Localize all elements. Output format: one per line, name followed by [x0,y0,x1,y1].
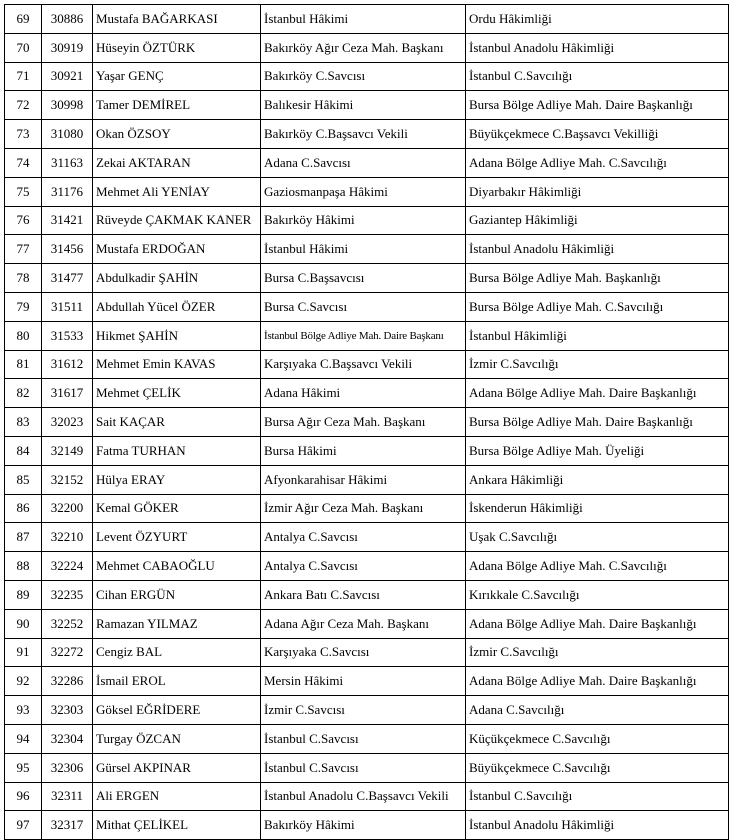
current-position-cell: İstanbul Anadolu C.Başsavcı Vekili [261,782,466,811]
registry-number-cell: 31176 [42,177,93,206]
name-cell: Fatma TURHAN [93,436,261,465]
table-row [5,436,729,465]
row-number-cell: 91 [5,638,42,667]
registry-number-cell: 32210 [42,523,93,552]
name-cell: Gürsel AKPINAR [93,753,261,782]
registry-number-cell: 32286 [42,667,93,696]
name-cell: Cihan ERGÜN [93,580,261,609]
name-cell: Hülya ERAY [93,465,261,494]
table-row [5,667,729,696]
name-cell: Okan ÖZSOY [93,120,261,149]
table-row [5,494,729,523]
name-cell: Mehmet ÇELİK [93,379,261,408]
current-position-cell: Antalya C.Savcısı [261,552,466,581]
table-row [5,408,729,437]
table-row [5,5,729,34]
table-row [5,292,729,321]
current-position-cell: Adana Ağır Ceza Mah. Başkanı [261,609,466,638]
name-cell: Mustafa BAĞARKASI [93,5,261,34]
current-position-cell: İstanbul Hâkimi [261,235,466,264]
new-position-cell: İstanbul C.Savcılığı [466,62,729,91]
table-row [5,235,729,264]
new-position-cell: Uşak C.Savcılığı [466,523,729,552]
new-position-cell: Bursa Bölge Adliye Mah. Başkanlığı [466,264,729,293]
registry-number-cell: 32306 [42,753,93,782]
name-cell: Mehmet Emin KAVAS [93,350,261,379]
table-row [5,523,729,552]
table-row [5,552,729,581]
registry-number-cell: 31617 [42,379,93,408]
registry-number-cell: 31511 [42,292,93,321]
registry-number-cell: 31163 [42,148,93,177]
new-position-cell: Adana Bölge Adliye Mah. C.Savcılığı [466,148,729,177]
row-number-cell: 88 [5,552,42,581]
current-position-cell: Balıkesir Hâkimi [261,91,466,120]
name-cell: Mithat ÇELİKEL [93,811,261,840]
row-number-cell: 82 [5,379,42,408]
name-cell: Göksel EĞRİDERE [93,696,261,725]
table-row [5,120,729,149]
table-row [5,62,729,91]
table-row [5,206,729,235]
table-row [5,33,729,62]
registry-number-cell: 32023 [42,408,93,437]
name-cell: Ramazan YILMAZ [93,609,261,638]
row-number-cell: 74 [5,148,42,177]
new-position-cell: İstanbul Anadolu Hâkimliği [466,235,729,264]
row-number-cell: 73 [5,120,42,149]
row-number-cell: 97 [5,811,42,840]
row-number-cell: 69 [5,5,42,34]
name-cell: İsmail EROL [93,667,261,696]
new-position-cell: Bursa Bölge Adliye Mah. Daire Başkanlığı [466,408,729,437]
row-number-cell: 94 [5,724,42,753]
registry-number-cell: 31080 [42,120,93,149]
current-position-cell: Mersin Hâkimi [261,667,466,696]
new-position-cell: Bursa Bölge Adliye Mah. C.Savcılığı [466,292,729,321]
current-position-cell: Gaziosmanpaşa Hâkimi [261,177,466,206]
current-position-cell: Bakırköy Hâkimi [261,811,466,840]
row-number-cell: 70 [5,33,42,62]
registry-number-cell: 32149 [42,436,93,465]
name-cell: Turgay ÖZCAN [93,724,261,753]
registry-number-cell: 32272 [42,638,93,667]
name-cell: Abdullah Yücel ÖZER [93,292,261,321]
registry-number-cell: 30921 [42,62,93,91]
row-number-cell: 92 [5,667,42,696]
row-number-cell: 75 [5,177,42,206]
current-position-cell: Adana Hâkimi [261,379,466,408]
table-row [5,321,729,350]
new-position-cell: Ordu Hâkimliği [466,5,729,34]
new-position-cell: Adana Bölge Adliye Mah. Daire Başkanlığı [466,379,729,408]
current-position-cell: Bursa C.Savcısı [261,292,466,321]
new-position-cell: Ankara Hâkimliği [466,465,729,494]
table-row [5,177,729,206]
row-number-cell: 84 [5,436,42,465]
row-number-cell: 77 [5,235,42,264]
current-position-cell: İstanbul Bölge Adliye Mah. Daire Başkanı [261,321,466,350]
current-position-cell: Bakırköy Ağır Ceza Mah. Başkanı [261,33,466,62]
table-row [5,724,729,753]
row-number-cell: 81 [5,350,42,379]
registry-number-cell: 32252 [42,609,93,638]
table-row [5,379,729,408]
current-position-cell: Bakırköy C.Savcısı [261,62,466,91]
new-position-cell: İskenderun Hâkimliği [466,494,729,523]
current-position-cell: Antalya C.Savcısı [261,523,466,552]
current-position-cell: İstanbul Hâkimi [261,5,466,34]
new-position-cell: İstanbul Anadolu Hâkimliği [466,811,729,840]
registry-number-cell: 31477 [42,264,93,293]
new-position-cell: Bursa Bölge Adliye Mah. Daire Başkanlığı [466,91,729,120]
table-row [5,148,729,177]
row-number-cell: 76 [5,206,42,235]
name-cell: Hikmet ŞAHİN [93,321,261,350]
registry-number-cell: 30886 [42,5,93,34]
current-position-cell: İzmir C.Savcısı [261,696,466,725]
name-cell: Tamer DEMİREL [93,91,261,120]
new-position-cell: İzmir C.Savcılığı [466,638,729,667]
current-position-cell: Ankara Batı C.Savcısı [261,580,466,609]
current-position-cell: İzmir Ağır Ceza Mah. Başkanı [261,494,466,523]
registry-number-cell: 31421 [42,206,93,235]
new-position-cell: Küçükçekmece C.Savcılığı [466,724,729,753]
row-number-cell: 71 [5,62,42,91]
registry-number-cell: 30998 [42,91,93,120]
row-number-cell: 86 [5,494,42,523]
row-number-cell: 89 [5,580,42,609]
registry-number-cell: 31612 [42,350,93,379]
registry-number-cell: 31533 [42,321,93,350]
row-number-cell: 83 [5,408,42,437]
name-cell: Mustafa ERDOĞAN [93,235,261,264]
new-position-cell: Adana Bölge Adliye Mah. C.Savcılığı [466,552,729,581]
registry-number-cell: 32303 [42,696,93,725]
table-row [5,638,729,667]
current-position-cell: Karşıyaka C.Başsavcı Vekili [261,350,466,379]
name-cell: Mehmet Ali YENİAY [93,177,261,206]
row-number-cell: 78 [5,264,42,293]
name-cell: Yaşar GENÇ [93,62,261,91]
appointments-table [4,4,729,840]
table-row [5,753,729,782]
current-position-cell: Bursa Ağır Ceza Mah. Başkanı [261,408,466,437]
registry-number-cell: 32235 [42,580,93,609]
name-cell: Zekai AKTARAN [93,148,261,177]
name-cell: Abdulkadir ŞAHİN [93,264,261,293]
new-position-cell: İstanbul Hâkimliği [466,321,729,350]
registry-number-cell: 30919 [42,33,93,62]
row-number-cell: 95 [5,753,42,782]
new-position-cell: İzmir C.Savcılığı [466,350,729,379]
name-cell: Hüseyin ÖZTÜRK [93,33,261,62]
name-cell: Mehmet CABAOĞLU [93,552,261,581]
current-position-cell: Adana C.Savcısı [261,148,466,177]
registry-number-cell: 32200 [42,494,93,523]
row-number-cell: 93 [5,696,42,725]
name-cell: Ali ERGEN [93,782,261,811]
new-position-cell: Kırıkkale C.Savcılığı [466,580,729,609]
current-position-cell: Bakırköy C.Başsavcı Vekili [261,120,466,149]
row-number-cell: 79 [5,292,42,321]
current-position-cell: Afyonkarahisar Hâkimi [261,465,466,494]
current-position-cell: Bakırköy Hâkimi [261,206,466,235]
new-position-cell: Diyarbakır Hâkimliği [466,177,729,206]
current-position-cell: İstanbul C.Savcısı [261,724,466,753]
registry-number-cell: 32317 [42,811,93,840]
appointments-table-body [5,5,729,840]
name-cell: Kemal GÖKER [93,494,261,523]
row-number-cell: 80 [5,321,42,350]
table-row [5,465,729,494]
table-row [5,350,729,379]
new-position-cell: Büyükçekmece C.Savcılığı [466,753,729,782]
current-position-cell: İstanbul C.Savcısı [261,753,466,782]
new-position-cell: Adana C.Savcılığı [466,696,729,725]
name-cell: Cengiz BAL [93,638,261,667]
name-cell: Levent ÖZYURT [93,523,261,552]
current-position-cell: Karşıyaka C.Savcısı [261,638,466,667]
new-position-cell: Büyükçekmece C.Başsavcı Vekilliği [466,120,729,149]
table-row [5,782,729,811]
registry-number-cell: 31456 [42,235,93,264]
table-row [5,580,729,609]
registry-number-cell: 32152 [42,465,93,494]
table-row [5,91,729,120]
new-position-cell: Adana Bölge Adliye Mah. Daire Başkanlığı [466,667,729,696]
registry-number-cell: 32311 [42,782,93,811]
new-position-cell: İstanbul C.Savcılığı [466,782,729,811]
registry-number-cell: 32304 [42,724,93,753]
row-number-cell: 96 [5,782,42,811]
registry-number-cell: 32224 [42,552,93,581]
new-position-cell: Bursa Bölge Adliye Mah. Üyeliği [466,436,729,465]
table-row [5,264,729,293]
new-position-cell: İstanbul Anadolu Hâkimliği [466,33,729,62]
row-number-cell: 85 [5,465,42,494]
table-row [5,811,729,840]
new-position-cell: Adana Bölge Adliye Mah. Daire Başkanlığı [466,609,729,638]
table-row [5,609,729,638]
current-position-cell: Bursa C.Başsavcısı [261,264,466,293]
new-position-cell: Gaziantep Hâkimliği [466,206,729,235]
name-cell: Rüveyde ÇAKMAK KANER [93,206,261,235]
table-row [5,696,729,725]
current-position-cell: Bursa Hâkimi [261,436,466,465]
name-cell: Sait KAÇAR [93,408,261,437]
row-number-cell: 87 [5,523,42,552]
row-number-cell: 72 [5,91,42,120]
row-number-cell: 90 [5,609,42,638]
